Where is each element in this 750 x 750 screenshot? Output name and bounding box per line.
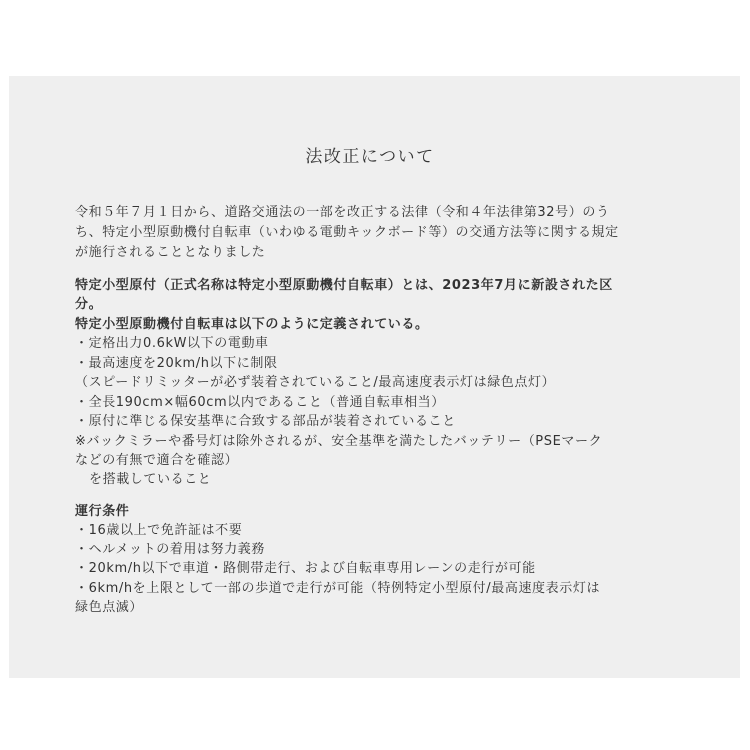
definition-item: ・最高速度を20km/h以下に制限 xyxy=(75,356,278,371)
definition-note: などの有無で適合を確認） xyxy=(75,453,239,468)
definition-subheading: 特定小型原動機付自転車は以下のように定義されている。 xyxy=(75,317,429,332)
definition-item: ・原付に準じる保安基準に合致する部品が装着されていること xyxy=(75,414,456,429)
content-panel xyxy=(9,76,740,678)
condition-item: ・6km/hを上限として一部の歩道で走行が可能（特例特定小型原付/最高速度表示灯は xyxy=(75,581,601,596)
intro-line: が施行されることとなりました xyxy=(75,245,266,260)
definition-heading: 分。 xyxy=(75,297,103,312)
definition-item: （スピードリミッターが必ず装着されていること/最高速度表示灯は緑色点灯） xyxy=(75,375,556,390)
definition-item: ・定格出力0.6kW以下の電動車 xyxy=(75,336,269,351)
conditions-heading: 運行条件 xyxy=(75,504,130,519)
condition-item: 緑色点滅） xyxy=(75,600,144,615)
definition-item: ・全長190cm×幅60cm以内であること（普通自転車相当） xyxy=(75,395,445,410)
page-title: 法改正について xyxy=(305,147,435,167)
intro-line: 令和５年７月１日から、道路交通法の一部を改正する法律（令和４年法律第32号）のう xyxy=(75,205,610,220)
definition-note: ※バックミラーや番号灯は除外されるが、安全基準を満たしたバッテリー（PSEマーク xyxy=(75,434,603,449)
definition-heading: 特定小型原付（正式名称は特定小型原動機付自転車）とは、2023年7月に新設された区 xyxy=(75,278,613,293)
intro-line: ち、特定小型原動機付自転車（いわゆる電動キックボード等）の交通方法等に関する規定 xyxy=(75,225,619,240)
condition-item: ・20km/h以下で車道・路側帯走行、および自転車専用レーンの走行が可能 xyxy=(75,561,536,576)
condition-item: ・16歳以上で免許証は不要 xyxy=(75,523,243,538)
condition-item: ・ヘルメットの着用は努力義務 xyxy=(75,542,266,557)
definition-note: を搭載していること xyxy=(89,472,212,487)
